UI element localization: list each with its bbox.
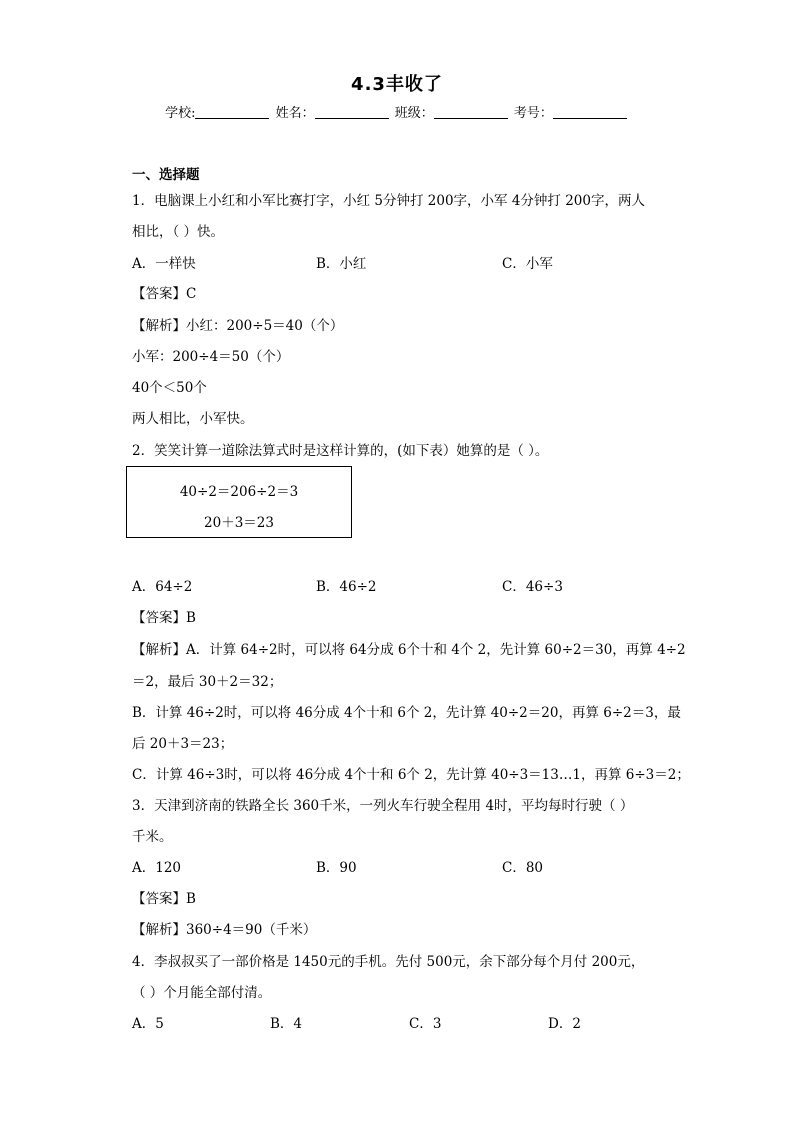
q1-stem-line-2: 相比，（ ）快。	[132, 224, 225, 240]
q4-option-a: A．5	[132, 1016, 164, 1032]
name-blank[interactable]	[315, 105, 389, 119]
school-blank[interactable]	[195, 105, 269, 119]
q3-option-c: C．80	[502, 860, 544, 876]
q2-option-b: B．46÷2	[316, 579, 377, 595]
q2-box-line-2: 20＋3＝23	[204, 515, 274, 531]
q2-option-a: A．64÷2	[132, 579, 193, 595]
q1-option-b: B．小红	[316, 256, 367, 272]
q4-option-c: C．3	[409, 1016, 442, 1032]
q3-stem-line-1: 3．天津到济南的铁路全长 360千米，一列火车行驶全程用 4时，平均每时行驶（ ）	[132, 798, 634, 814]
name-label: 姓名：	[275, 106, 315, 121]
q4-stem-line-1: 4．李叔叔买了一部价格是 1450元的手机。先付 500元，余下部分每个月付 200元，	[132, 954, 645, 970]
student-info-line	[0, 102, 794, 121]
q1-analysis-line-3: 40个＜50个	[132, 380, 207, 396]
page-title: 4.3丰收了	[351, 74, 443, 95]
q2-calculation-box	[126, 466, 352, 538]
q1-stem-line-1: 1．电脑课上小红和小军比赛打字，小红 5分钟打 200字，小军 4分钟打 200字，两人	[132, 193, 645, 209]
class-label: 班级：	[394, 106, 434, 121]
q4-stem-line-2: （ ）个月能全部付清。	[132, 985, 272, 1001]
q2-option-c: C．46÷3	[502, 579, 563, 595]
q2-answer: 【答案】B	[132, 610, 196, 626]
school-label: 学校:	[165, 106, 196, 121]
q1-option-c: C．小军	[502, 256, 553, 272]
q3-option-a: A．120	[132, 860, 182, 876]
class-blank[interactable]	[434, 105, 508, 119]
q2-analysis-line-4: 后 20＋3＝23；	[132, 736, 234, 752]
q2-box-line-1: 40÷2＝206÷2＝3	[179, 484, 299, 500]
q3-stem-line-2: 千米。	[132, 829, 173, 845]
q1-answer: 【答案】C	[132, 286, 197, 302]
q1-analysis-line-2: 小军：200÷4＝50（个）	[132, 349, 290, 365]
section-heading: 一、选择题	[132, 167, 200, 183]
q2-analysis-line-1: 【解析】A．计算 64÷2时，可以将 64分成 6个十和 4个 2，先计算 60÷2＝30，再算 4÷2	[132, 642, 686, 658]
q4-option-b: B．4	[270, 1016, 303, 1032]
q1-analysis-line-4: 两人相比，小军快。	[132, 411, 254, 427]
q2-stem: 2．笑笑计算一道除法算式时是这样计算的，(如下表）她算的是（ ）。	[132, 443, 549, 459]
q3-answer: 【答案】B	[132, 891, 196, 907]
q1-analysis-line-1: 【解析】小红：200÷5＝40（个）	[132, 318, 344, 334]
q3-option-b: B．90	[316, 860, 357, 876]
q4-option-d: D．2	[548, 1016, 581, 1032]
q2-analysis-line-3: B．计算 46÷2时，可以将 46分成 4个十和 6个 2，先计算 40÷2＝20，再算 6÷2＝3，最	[132, 705, 681, 721]
exam-number-blank[interactable]	[553, 105, 627, 119]
q3-analysis: 【解析】360÷4＝90（千米）	[132, 922, 317, 938]
exam-number-label: 考号：	[513, 106, 553, 121]
q1-option-a: A．一样快	[132, 256, 196, 272]
q2-analysis-line-5: C．计算 46÷3时，可以将 46分成 4个十和 6个 2，先计算 40÷3＝13…1，再算 6÷3＝2；	[132, 767, 690, 783]
q2-analysis-line-2: ＝2，最后 30＋2＝32；	[132, 674, 283, 690]
